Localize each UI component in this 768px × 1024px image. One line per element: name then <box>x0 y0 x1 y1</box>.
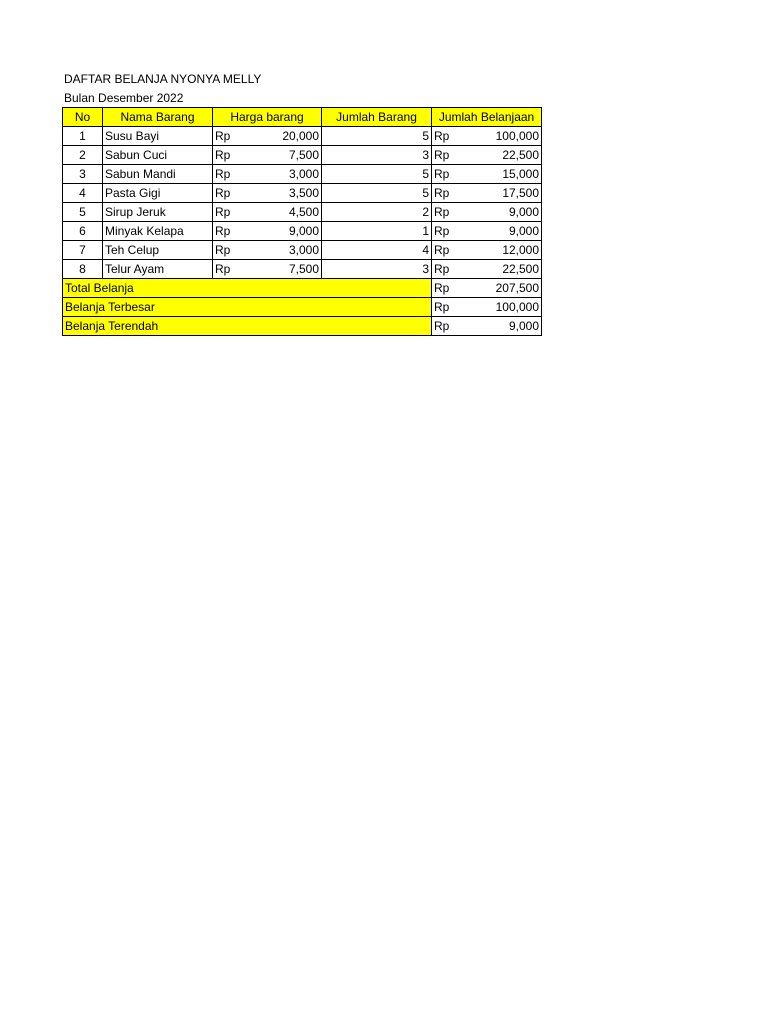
summary-label[interactable]: Belanja Terendah <box>63 317 432 336</box>
cell-total-currency[interactable]: Rp <box>432 165 458 184</box>
cell-harga-currency[interactable]: Rp <box>213 222 239 241</box>
cell-total-value[interactable]: 17,500 <box>458 184 542 203</box>
cell-no[interactable]: 2 <box>63 146 103 165</box>
summary-row <box>63 317 542 336</box>
cell-harga-value[interactable]: 7,500 <box>239 260 322 279</box>
cell-harga-currency[interactable]: Rp <box>213 146 239 165</box>
cell-total-value[interactable]: 12,000 <box>458 241 542 260</box>
summary-row <box>63 298 542 317</box>
cell-total-value[interactable]: 100,000 <box>458 127 542 146</box>
cell-harga-value[interactable]: 7,500 <box>239 146 322 165</box>
shopping-table <box>62 107 542 336</box>
cell-jumlah-barang[interactable]: 3 <box>322 146 432 165</box>
summary-currency[interactable]: Rp <box>432 298 458 317</box>
cell-harga-value[interactable]: 9,000 <box>239 222 322 241</box>
header-jumlah-belanjaan[interactable]: Jumlah Belanjaan <box>432 108 542 127</box>
cell-jumlah-barang[interactable]: 3 <box>322 260 432 279</box>
table-row <box>63 146 542 165</box>
summary-value[interactable]: 207,500 <box>458 279 542 298</box>
cell-harga-currency[interactable]: Rp <box>213 260 239 279</box>
cell-nama-barang[interactable]: Susu Bayi <box>103 127 213 146</box>
summary-row <box>63 279 542 298</box>
cell-total-currency[interactable]: Rp <box>432 241 458 260</box>
summary-label[interactable]: Belanja Terbesar <box>63 298 432 317</box>
cell-no[interactable]: 3 <box>63 165 103 184</box>
cell-total-currency[interactable]: Rp <box>432 146 458 165</box>
cell-no[interactable]: 8 <box>63 260 103 279</box>
cell-total-value[interactable]: 15,000 <box>458 165 542 184</box>
cell-jumlah-barang[interactable]: 2 <box>322 203 432 222</box>
table-row <box>63 241 542 260</box>
cell-no[interactable]: 4 <box>63 184 103 203</box>
cell-harga-value[interactable]: 20,000 <box>239 127 322 146</box>
cell-no[interactable]: 7 <box>63 241 103 260</box>
cell-harga-currency[interactable]: Rp <box>213 241 239 260</box>
summary-currency[interactable]: Rp <box>432 279 458 298</box>
table-row <box>63 165 542 184</box>
table-row <box>63 184 542 203</box>
header-row <box>63 108 542 127</box>
document-subtitle: Bulan Desember 2022 <box>64 91 184 105</box>
document-title: DAFTAR BELANJA NYONYA MELLY <box>64 72 262 86</box>
cell-nama-barang[interactable]: Sirup Jeruk <box>103 203 213 222</box>
cell-harga-value[interactable]: 3,000 <box>239 241 322 260</box>
summary-value[interactable]: 100,000 <box>458 298 542 317</box>
cell-total-value[interactable]: 9,000 <box>458 203 542 222</box>
cell-jumlah-barang[interactable]: 4 <box>322 241 432 260</box>
cell-total-currency[interactable]: Rp <box>432 127 458 146</box>
cell-nama-barang[interactable]: Pasta Gigi <box>103 184 213 203</box>
header-jumlah-barang[interactable]: Jumlah Barang <box>322 108 432 127</box>
cell-harga-currency[interactable]: Rp <box>213 203 239 222</box>
summary-label[interactable]: Total Belanja <box>63 279 432 298</box>
cell-nama-barang[interactable]: Minyak Kelapa <box>103 222 213 241</box>
cell-total-currency[interactable]: Rp <box>432 260 458 279</box>
cell-nama-barang[interactable]: Teh Celup <box>103 241 213 260</box>
table-row <box>63 127 542 146</box>
table-row <box>63 260 542 279</box>
cell-harga-currency[interactable]: Rp <box>213 127 239 146</box>
cell-no[interactable]: 6 <box>63 222 103 241</box>
cell-total-value[interactable]: 22,500 <box>458 260 542 279</box>
cell-harga-currency[interactable]: Rp <box>213 184 239 203</box>
cell-total-currency[interactable]: Rp <box>432 222 458 241</box>
cell-harga-value[interactable]: 3,500 <box>239 184 322 203</box>
cell-total-currency[interactable]: Rp <box>432 203 458 222</box>
cell-harga-value[interactable]: 3,000 <box>239 165 322 184</box>
cell-no[interactable]: 5 <box>63 203 103 222</box>
header-no[interactable]: No <box>63 108 103 127</box>
cell-total-value[interactable]: 22,500 <box>458 146 542 165</box>
cell-total-currency[interactable]: Rp <box>432 184 458 203</box>
header-nama-barang[interactable]: Nama Barang <box>103 108 213 127</box>
cell-jumlah-barang[interactable]: 5 <box>322 184 432 203</box>
cell-nama-barang[interactable]: Sabun Mandi <box>103 165 213 184</box>
cell-jumlah-barang[interactable]: 5 <box>322 165 432 184</box>
header-harga-barang[interactable]: Harga barang <box>213 108 322 127</box>
cell-jumlah-barang[interactable]: 5 <box>322 127 432 146</box>
summary-value[interactable]: 9,000 <box>458 317 542 336</box>
cell-nama-barang[interactable]: Sabun Cuci <box>103 146 213 165</box>
cell-harga-value[interactable]: 4,500 <box>239 203 322 222</box>
cell-no[interactable]: 1 <box>63 127 103 146</box>
cell-harga-currency[interactable]: Rp <box>213 165 239 184</box>
cell-jumlah-barang[interactable]: 1 <box>322 222 432 241</box>
table-row <box>63 222 542 241</box>
table-row <box>63 203 542 222</box>
summary-currency[interactable]: Rp <box>432 317 458 336</box>
cell-total-value[interactable]: 9,000 <box>458 222 542 241</box>
cell-nama-barang[interactable]: Telur Ayam <box>103 260 213 279</box>
